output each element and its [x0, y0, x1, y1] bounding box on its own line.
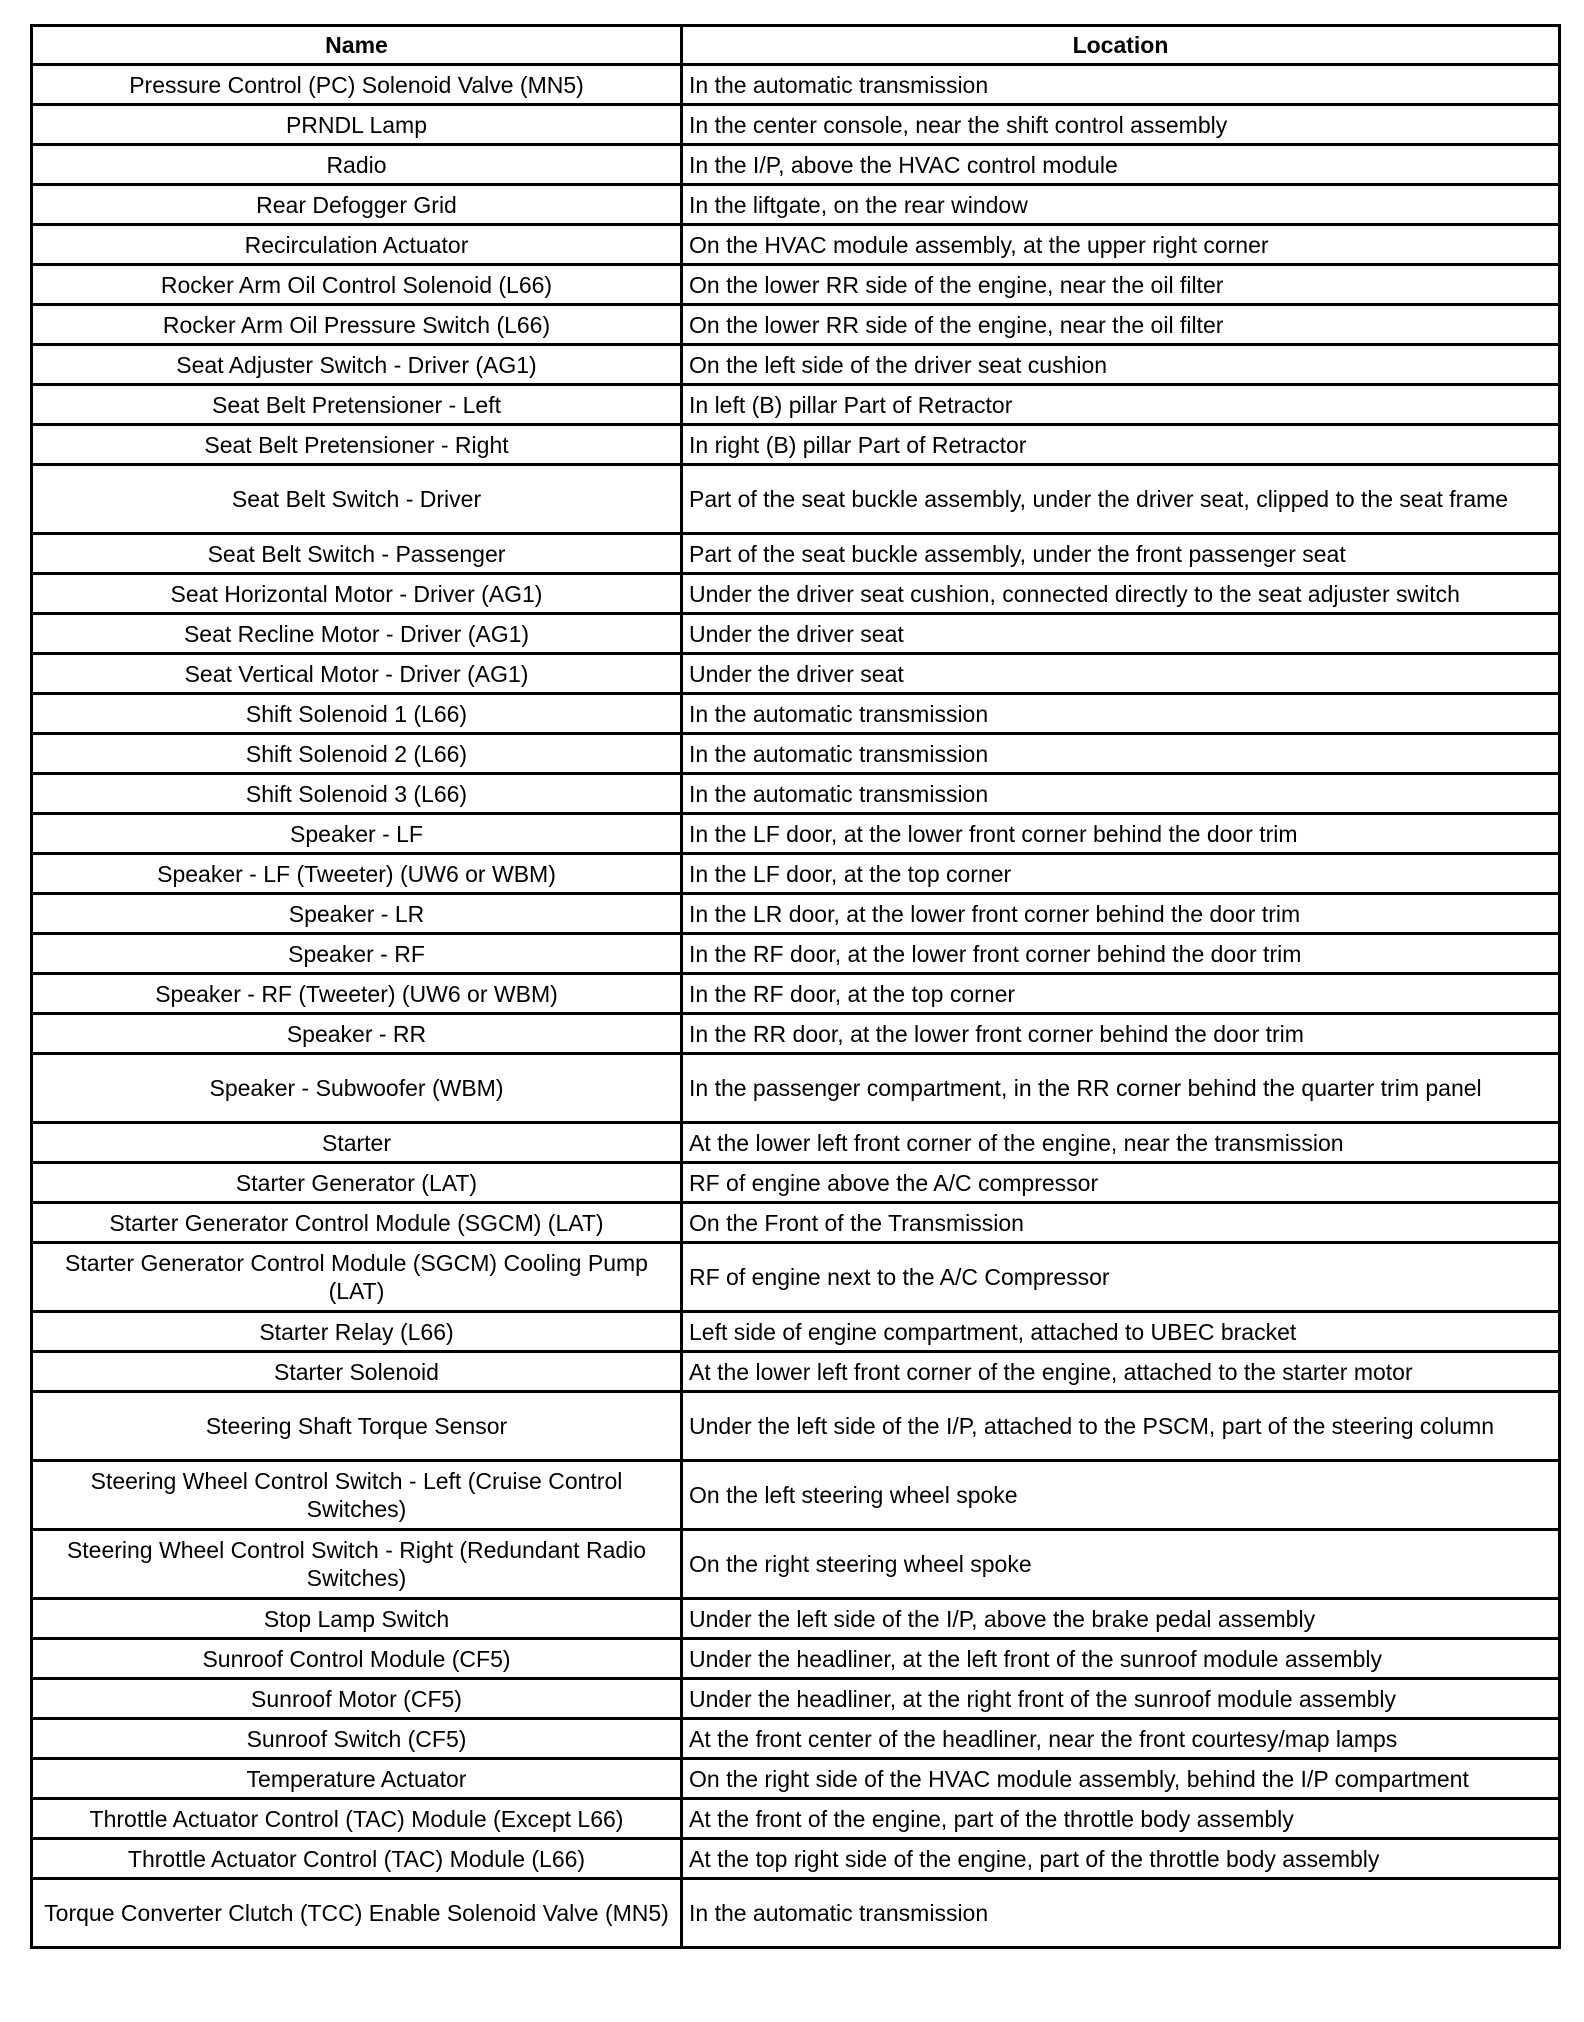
component-location-cell: Under the headliner, at the left front of the sunroof module assembly — [682, 1639, 1560, 1679]
component-name-cell: Steering Wheel Control Switch - Right (Redundant Radio Switches) — [32, 1530, 682, 1599]
table-row — [32, 1639, 1560, 1679]
component-location-cell: In the passenger compartment, in the RR corner behind the quarter trim panel — [682, 1054, 1560, 1123]
component-name-cell: PRNDL Lamp — [32, 105, 682, 145]
table-row — [32, 1312, 1560, 1352]
component-name-cell: Speaker - Subwoofer (WBM) — [32, 1054, 682, 1123]
component-location-cell: In the center console, near the shift control assembly — [682, 105, 1560, 145]
component-name-cell: Starter Generator Control Module (SGCM) Cooling Pump (LAT) — [32, 1243, 682, 1312]
name-column-header: Name — [32, 26, 682, 65]
component-name-cell: Seat Horizontal Motor - Driver (AG1) — [32, 574, 682, 614]
table-row — [32, 225, 1560, 265]
table-row — [32, 654, 1560, 694]
component-name-cell: Seat Vertical Motor - Driver (AG1) — [32, 654, 682, 694]
table-row — [32, 1839, 1560, 1879]
component-location-cell: Part of the seat buckle assembly, under the driver seat, clipped to the seat frame — [682, 465, 1560, 534]
component-location-cell: On the right steering wheel spoke — [682, 1530, 1560, 1599]
component-location-cell: RF of engine above the A/C compressor — [682, 1163, 1560, 1203]
component-name-cell: Shift Solenoid 1 (L66) — [32, 694, 682, 734]
table-row — [32, 534, 1560, 574]
table-row — [32, 974, 1560, 1014]
component-name-cell: Torque Converter Clutch (TCC) Enable Solenoid Valve (MN5) — [32, 1879, 682, 1948]
component-location-cell: Under the driver seat cushion, connected directly to the seat adjuster switch — [682, 574, 1560, 614]
table-row — [32, 1679, 1560, 1719]
table-row — [32, 1719, 1560, 1759]
component-location-cell: In the RF door, at the lower front corner behind the door trim — [682, 934, 1560, 974]
component-location-cell: In the automatic transmission — [682, 694, 1560, 734]
table-row — [32, 934, 1560, 974]
component-name-cell: Speaker - RF (Tweeter) (UW6 or WBM) — [32, 974, 682, 1014]
component-name-cell: Pressure Control (PC) Solenoid Valve (MN5) — [32, 65, 682, 105]
component-name-cell: Rear Defogger Grid — [32, 185, 682, 225]
component-name-cell: Starter Relay (L66) — [32, 1312, 682, 1352]
component-name-cell: Seat Adjuster Switch - Driver (AG1) — [32, 345, 682, 385]
component-name-cell: Sunroof Control Module (CF5) — [32, 1639, 682, 1679]
table-row — [32, 345, 1560, 385]
component-location-cell: In the LF door, at the top corner — [682, 854, 1560, 894]
component-location-cell: On the Front of the Transmission — [682, 1203, 1560, 1243]
table-row — [32, 1014, 1560, 1054]
table-row — [32, 1530, 1560, 1599]
table-row — [32, 1054, 1560, 1123]
component-location-cell: Left side of engine compartment, attached to UBEC bracket — [682, 1312, 1560, 1352]
component-location-cell: In the automatic transmission — [682, 774, 1560, 814]
component-location-cell: On the left steering wheel spoke — [682, 1461, 1560, 1530]
component-name-cell: Recirculation Actuator — [32, 225, 682, 265]
table-row — [32, 465, 1560, 534]
component-name-cell: Sunroof Motor (CF5) — [32, 1679, 682, 1719]
component-name-cell: Throttle Actuator Control (TAC) Module (Except L66) — [32, 1799, 682, 1839]
table-row — [32, 1759, 1560, 1799]
component-name-cell: Stop Lamp Switch — [32, 1599, 682, 1639]
table-row — [32, 814, 1560, 854]
component-name-cell: Starter — [32, 1123, 682, 1163]
table-row — [32, 105, 1560, 145]
component-location-cell: In left (B) pillar Part of Retractor — [682, 385, 1560, 425]
component-location-cell: On the lower RR side of the engine, near the oil filter — [682, 265, 1560, 305]
table-row — [32, 145, 1560, 185]
table-row — [32, 1461, 1560, 1530]
component-location-cell: At the front center of the headliner, near the front courtesy/map lamps — [682, 1719, 1560, 1759]
table-body — [32, 65, 1560, 1948]
component-location-cell: In the I/P, above the HVAC control module — [682, 145, 1560, 185]
component-location-cell: In the automatic transmission — [682, 734, 1560, 774]
component-location-cell: On the lower RR side of the engine, near the oil filter — [682, 305, 1560, 345]
component-name-cell: Steering Wheel Control Switch - Left (Cruise Control Switches) — [32, 1461, 682, 1530]
component-name-cell: Starter Generator (LAT) — [32, 1163, 682, 1203]
component-name-cell: Speaker - LF (Tweeter) (UW6 or WBM) — [32, 854, 682, 894]
table-row — [32, 774, 1560, 814]
table-row — [32, 1163, 1560, 1203]
table-row — [32, 1879, 1560, 1948]
component-location-cell: Under the left side of the I/P, above the brake pedal assembly — [682, 1599, 1560, 1639]
component-location-cell: At the lower left front corner of the engine, attached to the starter motor — [682, 1352, 1560, 1392]
component-name-cell: Radio — [32, 145, 682, 185]
component-location-cell: In the LR door, at the lower front corner behind the door trim — [682, 894, 1560, 934]
component-name-cell: Starter Solenoid — [32, 1352, 682, 1392]
component-location-cell: RF of engine next to the A/C Compressor — [682, 1243, 1560, 1312]
component-name-cell: Starter Generator Control Module (SGCM) (LAT) — [32, 1203, 682, 1243]
table-row — [32, 185, 1560, 225]
component-name-cell: Speaker - RR — [32, 1014, 682, 1054]
table-row — [32, 1599, 1560, 1639]
table-row — [32, 425, 1560, 465]
component-name-cell: Throttle Actuator Control (TAC) Module (L66) — [32, 1839, 682, 1879]
table-header-row — [32, 26, 1560, 65]
component-location-cell: In right (B) pillar Part of Retractor — [682, 425, 1560, 465]
component-name-cell: Sunroof Switch (CF5) — [32, 1719, 682, 1759]
component-location-cell: At the front of the engine, part of the throttle body assembly — [682, 1799, 1560, 1839]
component-name-cell: Rocker Arm Oil Pressure Switch (L66) — [32, 305, 682, 345]
table-row — [32, 574, 1560, 614]
component-name-cell: Rocker Arm Oil Control Solenoid (L66) — [32, 265, 682, 305]
table-row — [32, 1799, 1560, 1839]
component-name-cell: Seat Belt Switch - Passenger — [32, 534, 682, 574]
component-name-cell: Speaker - LR — [32, 894, 682, 934]
component-location-cell: On the left side of the driver seat cushion — [682, 345, 1560, 385]
component-location-cell: Under the driver seat — [682, 614, 1560, 654]
component-location-table — [30, 24, 1561, 1949]
component-location-cell: In the RF door, at the top corner — [682, 974, 1560, 1014]
component-name-cell: Seat Belt Switch - Driver — [32, 465, 682, 534]
component-location-cell: In the automatic transmission — [682, 1879, 1560, 1948]
component-name-cell: Seat Recline Motor - Driver (AG1) — [32, 614, 682, 654]
component-location-cell: In the LF door, at the lower front corner behind the door trim — [682, 814, 1560, 854]
component-location-cell: At the top right side of the engine, part of the throttle body assembly — [682, 1839, 1560, 1879]
location-column-header: Location — [682, 26, 1560, 65]
component-location-cell: On the right side of the HVAC module assembly, behind the I/P compartment — [682, 1759, 1560, 1799]
component-name-cell: Shift Solenoid 3 (L66) — [32, 774, 682, 814]
table-row — [32, 1123, 1560, 1163]
component-location-cell: Under the driver seat — [682, 654, 1560, 694]
component-name-cell: Shift Solenoid 2 (L66) — [32, 734, 682, 774]
component-location-cell: On the HVAC module assembly, at the upper right corner — [682, 225, 1560, 265]
component-location-cell: In the automatic transmission — [682, 65, 1560, 105]
component-name-cell: Temperature Actuator — [32, 1759, 682, 1799]
table-row — [32, 894, 1560, 934]
table-row — [32, 1392, 1560, 1461]
table-row — [32, 614, 1560, 654]
component-name-cell: Seat Belt Pretensioner - Right — [32, 425, 682, 465]
table-row — [32, 734, 1560, 774]
table-row — [32, 694, 1560, 734]
table-row — [32, 1352, 1560, 1392]
component-location-cell: In the liftgate, on the rear window — [682, 185, 1560, 225]
component-location-cell: Part of the seat buckle assembly, under the front passenger seat — [682, 534, 1560, 574]
component-location-cell: Under the left side of the I/P, attached to the PSCM, part of the steering column — [682, 1392, 1560, 1461]
table-row — [32, 65, 1560, 105]
table-row — [32, 265, 1560, 305]
table-row — [32, 1243, 1560, 1312]
component-location-cell: At the lower left front corner of the engine, near the transmission — [682, 1123, 1560, 1163]
component-name-cell: Speaker - LF — [32, 814, 682, 854]
table-row — [32, 305, 1560, 345]
component-name-cell: Speaker - RF — [32, 934, 682, 974]
component-location-cell: Under the headliner, at the right front of the sunroof module assembly — [682, 1679, 1560, 1719]
component-name-cell: Steering Shaft Torque Sensor — [32, 1392, 682, 1461]
component-location-cell: In the RR door, at the lower front corner behind the door trim — [682, 1014, 1560, 1054]
table-row — [32, 385, 1560, 425]
table-row — [32, 1203, 1560, 1243]
table-row — [32, 854, 1560, 894]
component-name-cell: Seat Belt Pretensioner - Left — [32, 385, 682, 425]
